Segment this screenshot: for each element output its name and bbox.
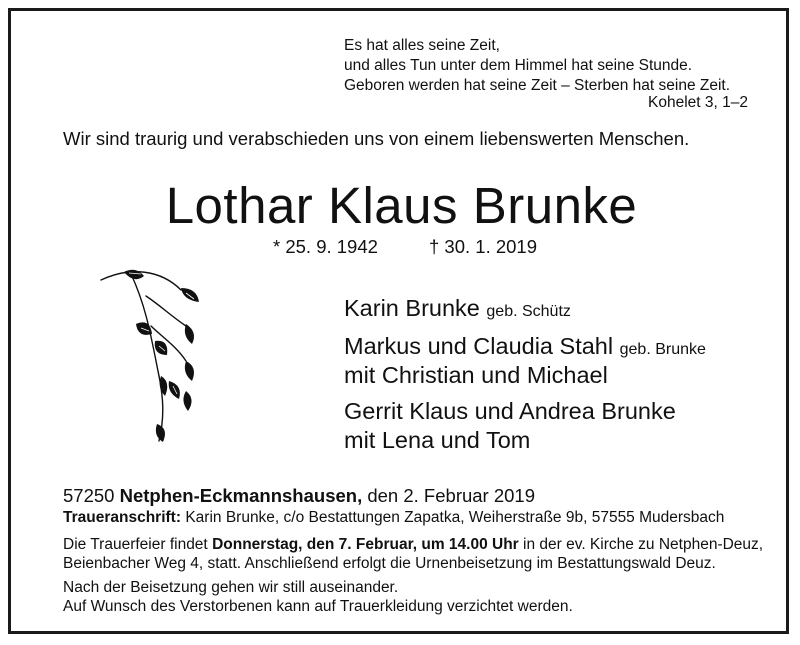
closing-info bbox=[63, 578, 573, 616]
verse-line-1: Es hat alles seine Zeit, bbox=[344, 37, 500, 54]
death-date: † 30. 1. 2019 bbox=[429, 236, 538, 257]
ceremony-line-2: Beienbacher Weg 4, statt. Anschließend erfolgt die Urnenbeisetzung im Bestattungswald Deuz. bbox=[63, 555, 716, 572]
place-town: Netphen-Eckmannshausen, bbox=[119, 485, 363, 506]
place-date: den 2. Februar 2019 bbox=[367, 485, 536, 506]
address-text: Karin Brunke, c/o Bestattungen Zapatka, Weiherstraße 9b, 57555 Mudersbach bbox=[185, 509, 725, 526]
closing-line-1: Nach der Beisetzung gehen wir still auseinander. bbox=[63, 579, 399, 596]
family-line-5: mit Lena und Tom bbox=[344, 427, 531, 453]
family-line-2 bbox=[344, 332, 706, 364]
ceremony-pre: Die Trauerfeier findet bbox=[63, 536, 208, 553]
family-line-1 bbox=[344, 294, 571, 326]
verse-line-2: und alles Tun unter dem Himmel hat seine Stunde. bbox=[344, 57, 693, 74]
birch-branch-icon bbox=[91, 266, 221, 456]
family-line-4: Gerrit Klaus und Andrea Brunke bbox=[344, 398, 676, 424]
verse-line-3: Geboren werden hat seine Zeit – Sterben hat seine Zeit. bbox=[344, 77, 731, 94]
family-name-1: Karin Brunke bbox=[344, 295, 480, 321]
intro-text: Wir sind traurig und verabschieden uns von einem liebenswerten Menschen. bbox=[63, 128, 690, 149]
ceremony-post: in der ev. Kirche zu Netphen-Deuz, bbox=[523, 536, 764, 553]
family-note-1: geb. Schütz bbox=[486, 303, 571, 320]
family-line-3: mit Christian und Michael bbox=[344, 362, 608, 388]
deceased-name: Lothar Klaus Brunke bbox=[165, 177, 638, 234]
family-note-2: geb. Brunke bbox=[619, 341, 706, 358]
ceremony-time: Donnerstag, den 7. Februar, um 14.00 Uhr bbox=[212, 536, 519, 553]
mourning-address bbox=[63, 509, 724, 527]
obituary-card bbox=[8, 8, 789, 634]
closing-line-2: Auf Wunsch des Verstorbenen kann auf Trauerkleidung verzichtet werden. bbox=[63, 598, 573, 615]
place-date-line bbox=[63, 485, 535, 507]
verse-block bbox=[344, 36, 730, 96]
verse-source: Kohelet 3, 1–2 bbox=[648, 94, 748, 111]
birth-date: * 25. 9. 1942 bbox=[273, 236, 378, 257]
ceremony-info bbox=[63, 535, 763, 573]
ceremony-line-1 bbox=[63, 535, 763, 554]
family-name-2: Markus und Claudia Stahl bbox=[344, 333, 614, 359]
address-label: Traueranschrift: bbox=[63, 509, 182, 526]
place-zip: 57250 bbox=[63, 485, 115, 506]
